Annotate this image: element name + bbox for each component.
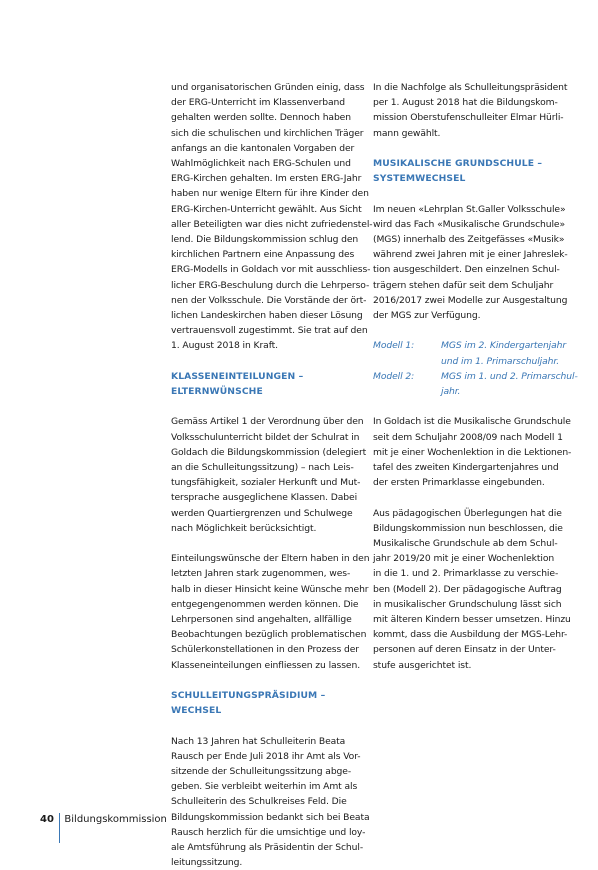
text-line: tion ausgeschildert. Den einzelnen Schul-: [373, 264, 560, 276]
text-line: ERG-Kirchen-Unterricht gewählt. Aus Sicht: [171, 203, 362, 215]
text-line: stufe ausgerichtet ist.: [373, 659, 472, 671]
text-line: (MGS) innerhalb des Zeitgefässes «Musik»: [373, 234, 565, 245]
text-line: der MGS zur Verfügung.: [373, 310, 481, 322]
text-line: Rausch per Ende Juli 2018 ihr Amt als Vor-: [171, 750, 361, 762]
text-line: licher ERG-Beschulung durch die Lehrperso-: [171, 279, 370, 291]
paragraph: [171, 734, 370, 870]
model-item: [373, 338, 567, 368]
footer-divider: [59, 813, 61, 843]
text-line: haben nur wenige Eltern für ihre Kinder den: [171, 188, 369, 200]
text-line: kirchlichen Partnern eine Anpassung des: [171, 249, 355, 261]
page-number: 40: [40, 814, 54, 825]
text-line: lend. Die Bildungskommission schlug den: [171, 234, 359, 246]
paragraph: [171, 551, 370, 673]
text-line: halb in dieser Hinsicht keine Wünsche mehr: [171, 583, 369, 595]
text-line: Schulleiterin des Schulkreises Feld. Die: [171, 796, 347, 808]
text-line: ELTERNWÜNSCHE: [171, 386, 263, 398]
text-line: geben. Sie verbleibt weiterhin im Amt als: [171, 781, 358, 793]
text-line: entgegengenommen werden können. Die: [171, 598, 359, 610]
text-line: der ersten Primarklasse eingebunden.: [373, 477, 545, 489]
model-text: [441, 338, 566, 368]
text-line: MUSIKALISCHE GRUNDSCHULE –: [373, 158, 543, 169]
text-line: In die Nachfolge als Schulleitungspräsident: [373, 82, 568, 93]
page-footer: [40, 813, 167, 827]
text-line: gehalten werden sollte. Dennoch haben: [171, 112, 351, 124]
text-line: nach Möglichkeit berücksichtigt.: [171, 522, 317, 534]
text-line: werden Quartiergrenzen und Schulwege: [171, 507, 353, 519]
text-line: Volksschulunterricht bildet der Schulrat in: [171, 431, 360, 443]
text-line: und organisatorischen Gründen einig, dass: [171, 82, 365, 93]
text-line: Nach 13 Jahren hat Schulleiterin Beata: [171, 735, 346, 747]
footer-section-label: Bildungskommission: [64, 814, 167, 825]
text-line: 1. August 2018 in Kraft.: [171, 340, 278, 352]
text-line: anfangs an die kantonalen Vorgaben der: [171, 142, 355, 154]
left-column: [171, 80, 373, 870]
text-line: trägern stehen dafür seit dem Schuljahr: [373, 279, 554, 291]
text-line: kommt, dass die Ausbildung der MGS-Lehr-: [373, 629, 568, 641]
paragraph: [373, 202, 568, 324]
text-line: jahr 2019/20 mit je einer Wochenlektion: [373, 553, 555, 565]
text-line: Musikalische Grundschule ab dem Schul-: [373, 538, 558, 550]
text-line: ale Amtsführung als Präsidentin der Schul-: [171, 842, 364, 854]
text-line: an die Schulleitungssitzung) – nach Leis-: [171, 462, 354, 474]
text-line: leitungssitzung.: [171, 857, 243, 869]
text-line: während zwei Jahren mit je einer Jahreslek-: [373, 249, 568, 261]
text-line: mission Oberstufenschulleiter Elmar Hürli-: [373, 112, 564, 124]
paragraph: [373, 80, 568, 141]
text-line: Klasseneinteilungen einfliessen zu lassen.: [171, 659, 361, 671]
text-line: MGS im 2. Kindergartenjahr: [441, 340, 567, 352]
text-line: der ERG-Unterricht im Klassenverband: [171, 97, 346, 109]
text-line: letzten Jahren stark zugenommen, wes-: [171, 568, 351, 580]
text-line: Aus pädagogischen Überlegungen hat die: [373, 507, 562, 519]
text-line: sitzende der Schulleitungssitzung abge-: [171, 766, 352, 778]
text-line: sich die schulischen und kirchlichen Träger: [171, 127, 364, 139]
section-heading: SCHULLEITUNGSPRÄSIDIUM – WECHSEL: [171, 690, 326, 717]
text-line: Goldach die Bildungskommission (delegiert: [171, 446, 367, 458]
model-key: Modell 2:: [373, 370, 415, 382]
text-line: Gemäss Artikel 1 der Verordnung über den: [171, 416, 364, 428]
text-line: Im neuen «Lehrplan St.Galler Volksschule»: [373, 203, 566, 215]
text-line: nen der Volksschule. Die Vorstände der ört-: [171, 294, 367, 306]
text-line: Lehrpersonen sind angehalten, allfällige: [171, 614, 352, 626]
text-line: Schülerkonstellationen in den Prozess der: [171, 644, 359, 656]
text-line: MGS im 1. und 2. Primarschul-: [441, 370, 578, 382]
section-heading: [373, 156, 557, 186]
text-line: Rausch herzlich für die umsichtige und loy-: [171, 826, 366, 838]
model-item: [373, 369, 578, 399]
text-line: jahr.: [441, 386, 461, 398]
text-line: vertrauensvoll zugestimmt. Sie trat auf den: [171, 325, 368, 337]
paragraph: [373, 506, 571, 673]
text-line: seit dem Schuljahr 2008/09 nach Modell 1: [373, 431, 563, 443]
text-line: mit älteren Kindern besser umsetzen. Hinzu: [373, 614, 571, 626]
right-column: [373, 80, 578, 673]
text-line: aller Beteiligten war dies nicht zufriedenstel-: [171, 218, 373, 230]
paragraph: [171, 414, 367, 536]
paragraph: [171, 80, 373, 354]
paragraph: [373, 414, 572, 490]
text-line: per 1. August 2018 hat die Bildungskom-: [373, 97, 558, 109]
text-line: Wahlmöglichkeit nach ERG-Schulen und: [171, 158, 351, 170]
text-line: und im 1. Primarschuljahr.: [441, 355, 560, 367]
text-line: ERG-Kirchen gehalten. Im ersten ERG-Jahr: [171, 173, 362, 185]
text-line: In Goldach ist die Musikalische Grundschule: [373, 416, 571, 428]
text-line: ben (Modell 2). Der pädagogische Auftrag: [373, 583, 562, 595]
text-line: Bildungskommission bedankt sich bei Beata: [171, 811, 370, 823]
text-line: wird das Fach «Musikalische Grundschule»: [373, 218, 565, 230]
text-line: Bildungskommission nun beschlossen, die: [373, 522, 563, 534]
text-line: personen auf deren Einsatz in der Unter-: [373, 644, 556, 656]
section-heading: [171, 369, 363, 399]
model-text: [441, 369, 578, 399]
text-line: mann gewählt.: [373, 127, 441, 139]
text-line: Beobachtungen bezüglich problematischen: [171, 629, 367, 641]
text-line: Einteilungswünsche der Eltern haben in den: [171, 553, 370, 565]
text-line: ERG-Modells in Goldach vor mit ausschliess-: [171, 264, 371, 276]
text-line: in musikalischer Grundschulung lässt sich: [373, 598, 562, 610]
text-line: tersprache ausgeglichene Klassen. Dabei: [171, 492, 358, 504]
model-key: Modell 1:: [373, 340, 415, 352]
text-line: tungsfähigkeit, sozialer Herkunft und Mut-: [171, 477, 361, 489]
text-line: mit je einer Wochenlektion in die Lektionen-: [373, 446, 572, 458]
text-line: KLASSENEINTEILUNGEN –: [171, 370, 304, 382]
text-line: SYSTEMWECHSEL: [373, 173, 466, 185]
text-line: 2016/2017 zwei Modelle zur Ausgestaltung: [373, 294, 568, 306]
model-list: [373, 338, 578, 399]
text-line: lichen Landeskirchen haben dieser Lösung: [171, 310, 363, 322]
text-line: tafel des zweiten Kindergartenjahres und: [373, 462, 559, 474]
text-line: in die 1. und 2. Primarklasse zu verschie-: [373, 568, 559, 580]
